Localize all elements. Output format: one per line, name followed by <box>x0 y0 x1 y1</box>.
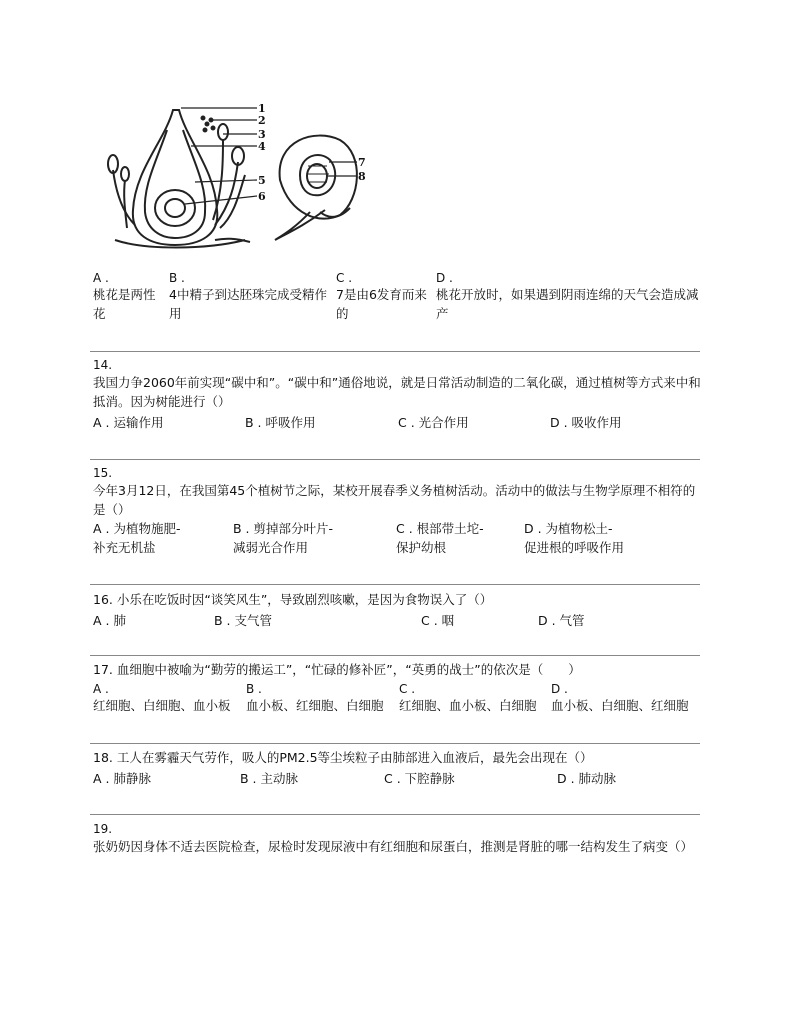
peach-flower-fruit-diagram <box>95 100 385 250</box>
q19-number: 19. <box>93 822 113 836</box>
q18-option-b[interactable]: B . 主动脉 <box>240 771 298 786</box>
q17-option-a[interactable] <box>93 682 231 715</box>
q14-number: 14. <box>93 358 113 372</box>
q17-stem: 17. 血细胞中被喻为“勤劳的搬运工”，“忙碌的修补匠”，“英勇的战士”的依次是（ ） <box>93 662 581 677</box>
option-line: D . 为植物松土- <box>524 521 613 536</box>
figure-label-6: 6 <box>258 190 266 203</box>
q13-option-d[interactable] <box>436 271 702 323</box>
figure-label-2: 2 <box>258 114 266 127</box>
q14-stem: 我国力争2060年前实现“碳中和”。“碳中和”通俗地说，就是日常活动制造的二氧化碳，通过植树等方式来中和抵消。因为树能进行（） <box>93 375 701 409</box>
question-separator <box>90 655 700 656</box>
q14-option-b[interactable]: B . 呼吸作用 <box>245 415 316 430</box>
question-separator <box>90 584 700 585</box>
q14-option-a[interactable]: A . 运输作用 <box>93 415 164 430</box>
question-separator <box>90 743 700 744</box>
option-text: 桃花是两性花 <box>93 287 156 321</box>
option-text: 4中精子到达胚珠完成受精作用 <box>169 287 327 321</box>
option-text: 血小板、白细胞、红细胞 <box>551 698 689 713</box>
q15-option-b[interactable] <box>233 519 333 557</box>
option-line: A . 为植物施肥- <box>93 521 181 536</box>
q16-option-b[interactable]: B . 支气管 <box>214 613 272 628</box>
figure-label-1: 1 <box>258 102 266 115</box>
q15-stem: 今年3月12日，在我国第45个植树节之际，某校开展春季义务植树活动。活动中的做法与生物学原理不相符的是（） <box>93 483 696 517</box>
option-letter: C . <box>399 682 416 696</box>
q19-stem: 张奶奶因身体不适去医院检查，尿检时发现尿液中有红细胞和尿蛋白，推测是肾脏的哪一结构发生了病变（） <box>93 839 694 854</box>
q15-option-a[interactable] <box>93 519 180 557</box>
option-line: 促进根的呼吸作用 <box>524 540 625 555</box>
option-letter: C . <box>336 271 353 285</box>
question-separator <box>90 814 700 815</box>
q18-option-d[interactable]: D . 肺动脉 <box>557 771 617 786</box>
option-line: 保护幼根 <box>396 540 447 555</box>
option-line: 减弱光合作用 <box>233 540 309 555</box>
figure-label-7: 7 <box>358 156 366 169</box>
option-text: 血小板、红细胞、白细胞 <box>246 698 384 713</box>
q15-option-c[interactable] <box>396 519 484 557</box>
q14-option-c[interactable]: C . 光合作用 <box>398 415 469 430</box>
option-letter: D . <box>436 271 453 285</box>
q18-option-a[interactable]: A . 肺静脉 <box>93 771 151 786</box>
q13-option-b[interactable] <box>169 271 329 323</box>
q14-option-d[interactable]: D . 吸收作用 <box>550 415 622 430</box>
q18-option-c[interactable]: C . 下腔静脉 <box>384 771 455 786</box>
q16-option-d[interactable]: D . 气管 <box>538 613 585 628</box>
q15-number: 15. <box>93 466 113 480</box>
figure-label-5: 5 <box>258 174 266 187</box>
q17-option-b[interactable] <box>246 682 384 715</box>
option-letter: A . <box>93 682 109 696</box>
option-text: 红细胞、血小板、白细胞 <box>399 698 537 713</box>
q16-stem: 16. 小乐在吃饭时因“谈笑风生”，导致剧烈咳嗽，是因为食物误入了（） <box>93 592 493 607</box>
option-line: C . 根部带土坨- <box>396 521 484 536</box>
option-text: 桃花开放时，如果遇到阴雨连绵的天气会造成减产 <box>436 287 699 321</box>
option-line: B . 剪掉部分叶片- <box>233 521 334 536</box>
q15-option-d[interactable] <box>524 519 624 557</box>
q17-option-c[interactable] <box>399 682 537 715</box>
q13-option-a[interactable] <box>93 271 163 323</box>
q17-option-d[interactable] <box>551 682 689 715</box>
q16-option-a[interactable]: A . 肺 <box>93 613 126 628</box>
option-letter: A . <box>93 271 109 285</box>
q13-option-c[interactable] <box>336 271 432 323</box>
question-separator <box>90 351 700 352</box>
option-letter: D . <box>551 682 568 696</box>
option-letter: B . <box>169 271 185 285</box>
q16-option-c[interactable]: C . 咽 <box>421 613 455 628</box>
figure-label-3: 3 <box>258 128 266 141</box>
figure-label-8: 8 <box>358 170 366 183</box>
option-line: 补充无机盐 <box>93 540 156 555</box>
q18-stem: 18. 工人在雾霾天气劳作，吸人的PM2.5等尘埃粒子由肺部进入血液后，最先会出现在（） <box>93 750 593 765</box>
option-text: 7是由6发育而来的 <box>336 287 427 321</box>
figure-label-4: 4 <box>258 140 266 153</box>
option-letter: B . <box>246 682 262 696</box>
option-text: 红细胞、白细胞、血小板 <box>93 698 231 713</box>
question-separator <box>90 459 700 460</box>
